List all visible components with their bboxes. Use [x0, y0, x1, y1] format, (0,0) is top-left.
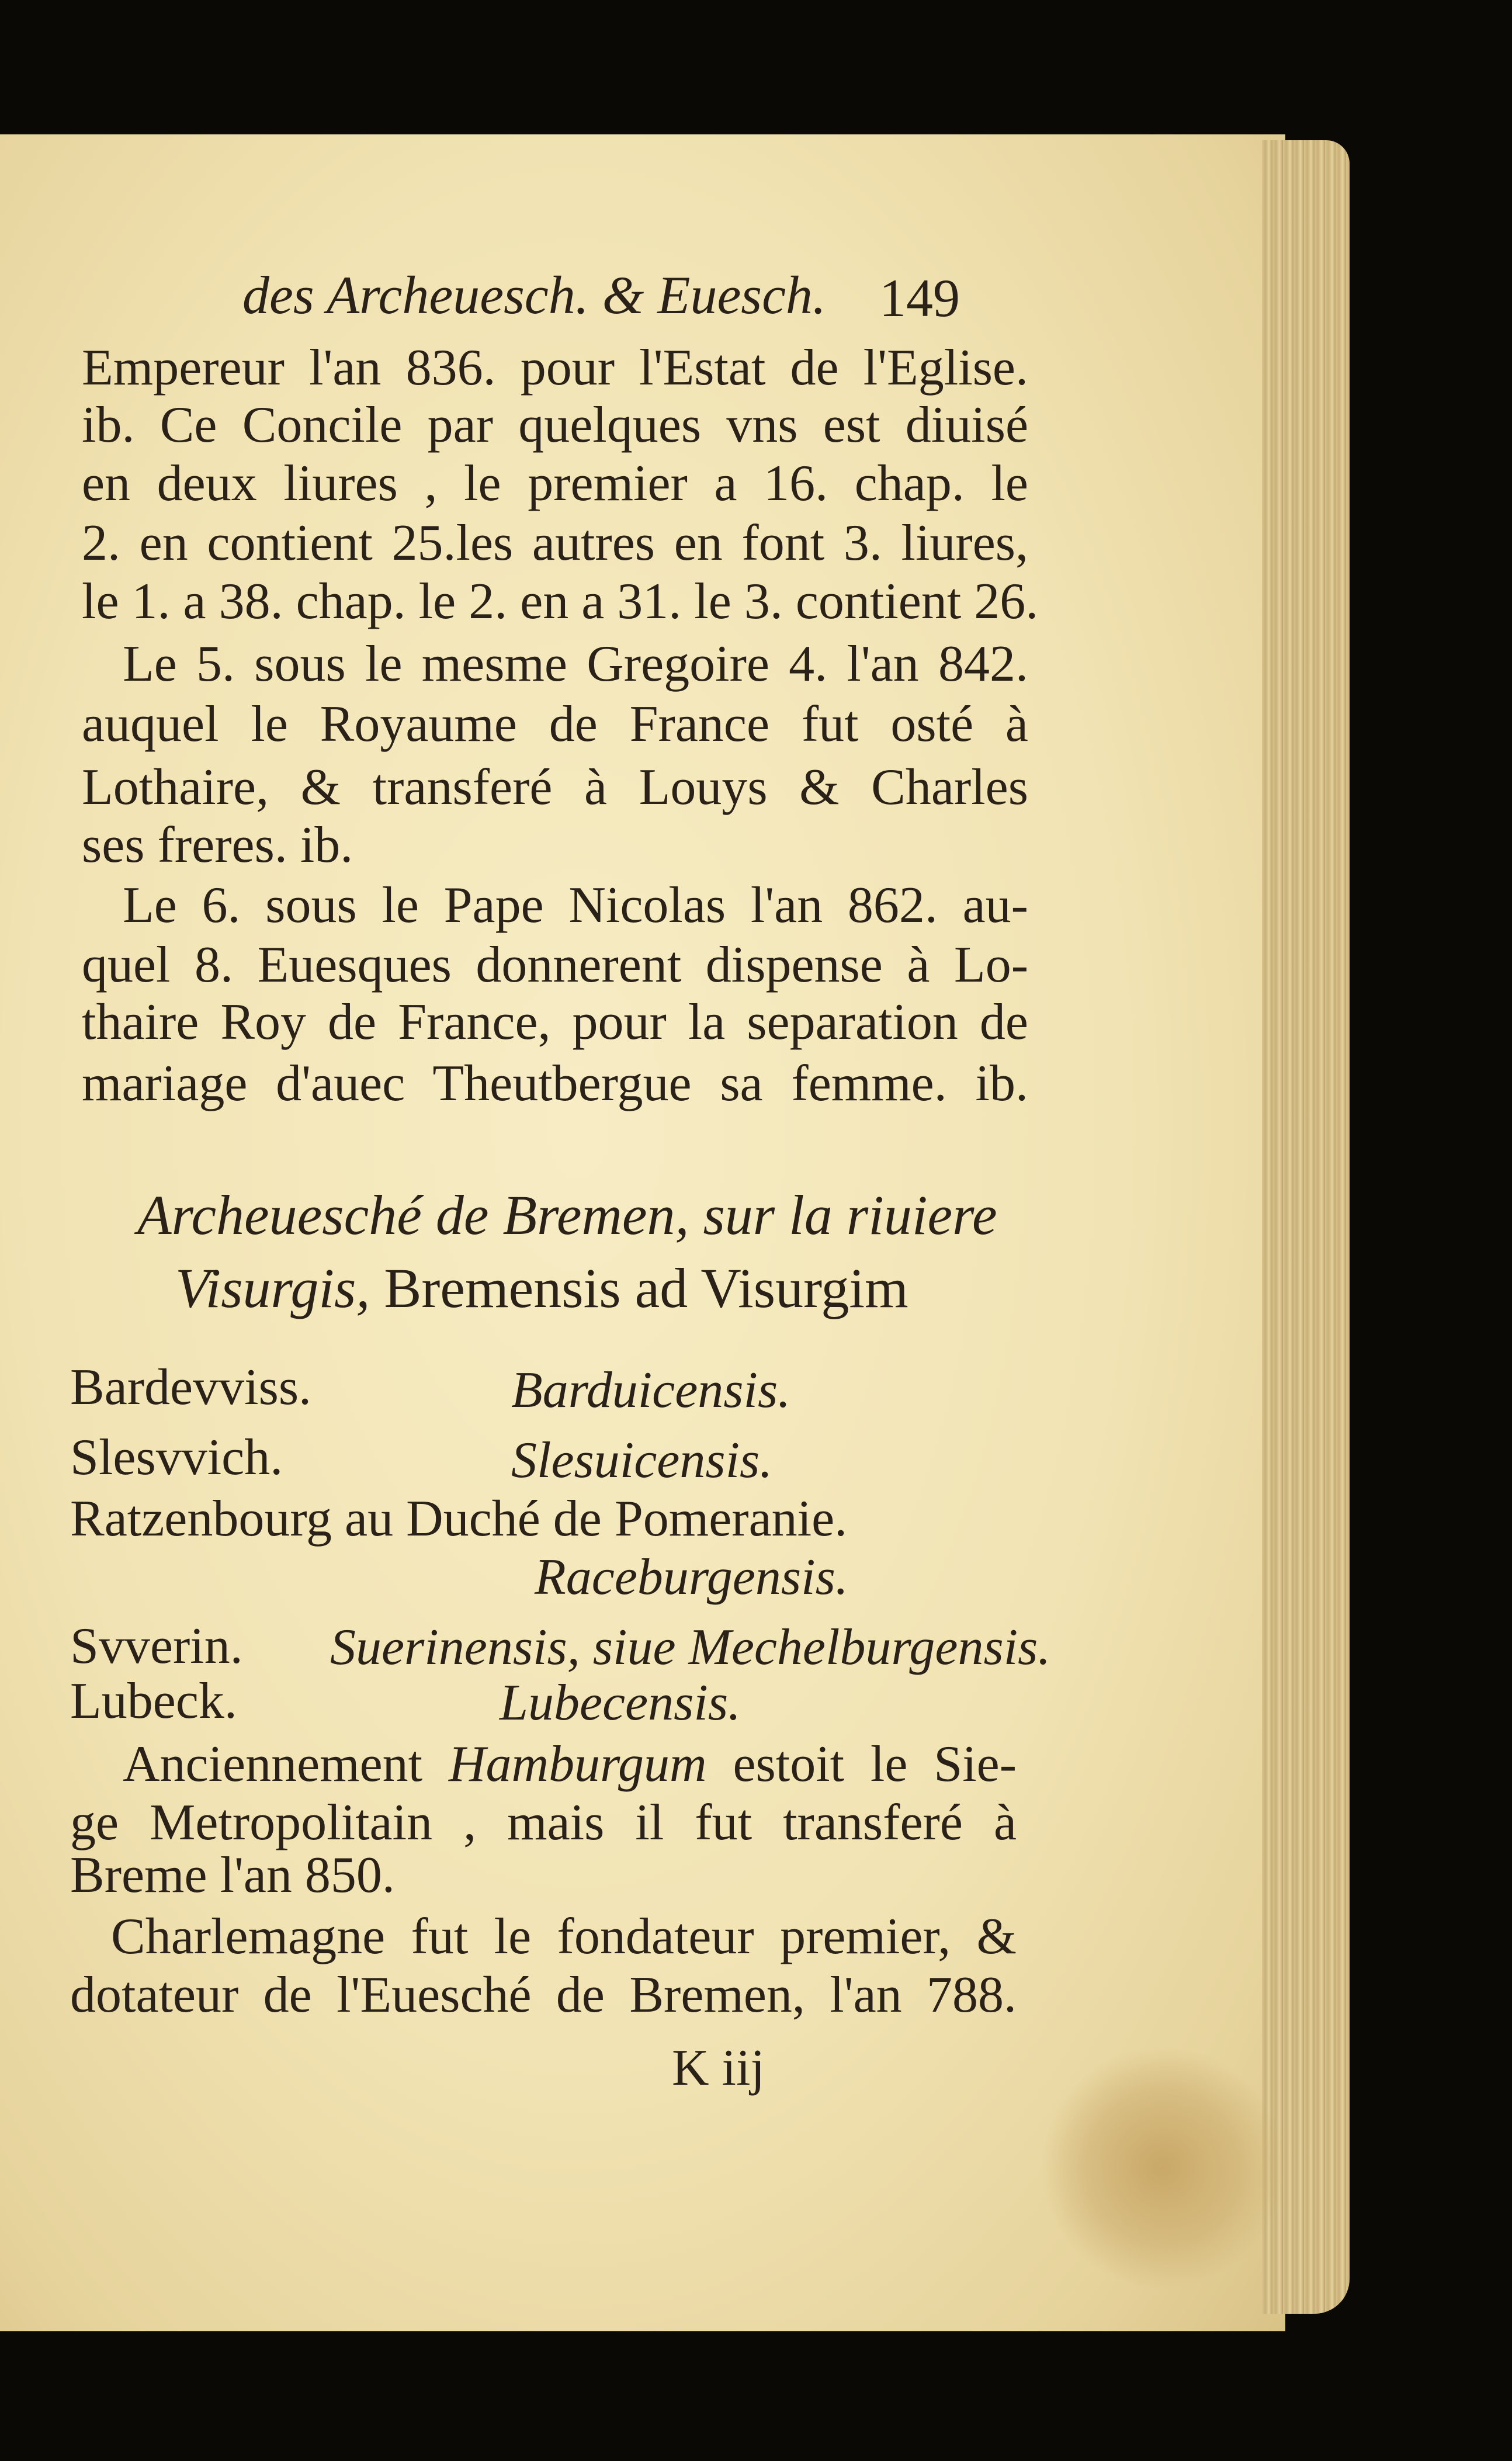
diocese-french: Lubeck.	[70, 1673, 237, 1729]
text-line: auquel le Royaume de France fut osté à	[82, 696, 1028, 753]
text-line: Lothaire, & transferé à Louys & Charles	[82, 759, 1028, 816]
page-number: 149	[879, 268, 960, 328]
section-heading-line2	[175, 1259, 908, 1318]
text-line: thaire Roy de France, pour la separation de	[82, 994, 1028, 1051]
page-stain	[1040, 2045, 1285, 2290]
text-line: dotateur de l'Euesché de Bremen, l'an 788.	[70, 1967, 1017, 2023]
text-line: quel 8. Euesques donnerent dispense à Lo-	[82, 937, 1028, 993]
heading-roman: Bremensis ad Visurgim	[384, 1257, 908, 1319]
diocese-french: Bardevviss.	[70, 1359, 312, 1416]
diocese-latin: Raceburgensis.	[535, 1549, 848, 1606]
text-line: ses freres. ib.	[82, 817, 353, 874]
text-line: 2. en contient 25.les autres en font 3. liures,	[82, 515, 1028, 571]
page-edges	[1262, 140, 1350, 2314]
text-line	[123, 1735, 1017, 1794]
text-fragment-italic: Hamburgum	[448, 1736, 707, 1793]
text-line: en deux liures , le premier a 16. chap. le	[82, 455, 1028, 512]
diocese-french: Svverin.	[70, 1618, 243, 1675]
diocese-french: Slesvvich.	[70, 1429, 283, 1486]
text-line: Le 5. sous le mesme Gregoire 4. l'an 842.	[123, 636, 1028, 692]
text-fragment: Anciennement	[123, 1736, 423, 1793]
diocese-latin: Slesuicensis.	[511, 1432, 773, 1489]
diocese-latin: Barduicensis.	[511, 1362, 791, 1419]
text-line: le 1. a 38. chap. le 2. en a 31. le 3. contient 26.	[82, 573, 1039, 630]
heading-italic: Visurgis,	[175, 1257, 370, 1319]
text-line: Empereur l'an 836. pour l'Estat de l'Eglise.	[82, 339, 1028, 396]
text-line: ge Metropolitain , mais il fut transferé à	[70, 1794, 1017, 1851]
text-line: mariage d'auec Theutbergue sa femme. ib.	[82, 1055, 1028, 1112]
section-heading: Archeuesché de Bremen, sur la riuiere	[137, 1184, 997, 1246]
text-line: Breme l'an 850.	[70, 1847, 395, 1904]
text-fragment: estoit le Sie-	[733, 1736, 1017, 1793]
diocese-latin: Suerinensis, siue Mechelburgensis.	[330, 1619, 1051, 1676]
text-line: ib. Ce Concile par quelques vns est diuisé	[82, 397, 1028, 453]
diocese-latin: Lubecensis.	[500, 1675, 741, 1731]
text-line: Charlemagne fut le fondateur premier, &	[111, 1908, 1017, 1965]
signature-mark: K iij	[672, 2040, 765, 2096]
running-head: des Archeuesch. & Euesch.	[242, 265, 826, 325]
diocese-french: Ratzenbourg au Duché de Pomeranie.	[70, 1491, 848, 1547]
text-line: Le 6. sous le Pape Nicolas l'an 862. au-	[123, 877, 1028, 934]
